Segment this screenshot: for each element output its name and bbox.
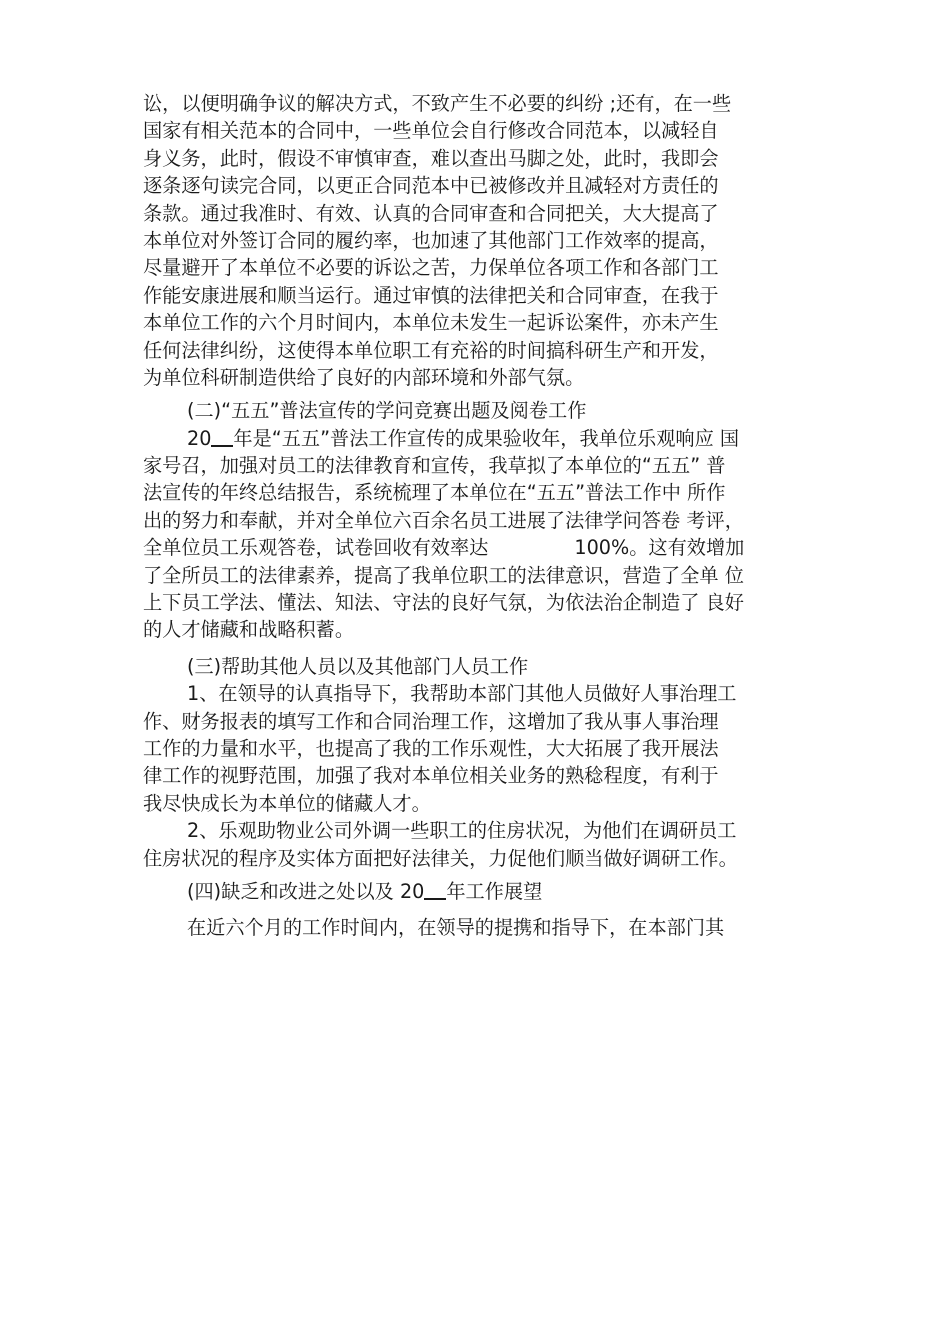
text-segment: 年是“五五”普法工作宣传的成果验收年，我单位乐观响应 国 [233,426,740,450]
text-line [143,534,823,561]
document-body [143,90,823,942]
text-line: 尽量避开了本单位不必要的诉讼之苦，力保单位各项工作和各部门工 [143,256,719,280]
text-line: 讼，以便明确争议的解决方式，不致产生不必要的纠纷 ;还有，在一些 [143,92,732,115]
text-line: 我尽快成长为本单位的储藏人才。 [143,791,431,815]
text-line: 本单位工作的六个月时间内，本单位未发生一起诉讼案件，亦未产生 [143,311,719,335]
text-line: 为单位科研制造供给了良好的内部环境和外部气氛。 [143,365,585,389]
text-line: 作、财务报表的填写工作和合同治理工作，这增加了我从事人事治理 [143,709,719,733]
text-line: 在近六个月的工作时间内，在领导的提携和指导下，在本部门其 [187,916,725,940]
text-line: 上下员工学法、懂法、知法、守法的良好气氛，为依法治企制造了 良好 [143,591,744,615]
year-blank [424,880,446,900]
heading-text [143,878,823,905]
text-line: 律工作的视野范围，加强了我对本单位相关业务的熟稔程度，有利于 [143,764,719,788]
text-line: 任何法律纠纷，这使得本单位职工有充裕的时间搞科研生产和开发， [143,338,719,362]
section-heading-4 [143,878,823,905]
text-line: 的人才储藏和战略积蓄。 [143,618,355,642]
text-line: 本单位对外签订合同的履约率，也加速了其他部门工作效率的提高， [143,228,719,252]
text-line: 了全所员工的法律素养，提高了我单位职工的法律意识，营造了全单 位 [143,563,744,587]
paragraph-contract-review [143,90,823,391]
text-line: 身义务，此时，假设不审慎审查，难以查出马脚之处，此时，我即会 [143,146,719,170]
text-line: 家号召，加强对员工的法律教育和宣传，我草拟了本单位的“五五” 普 [143,454,726,478]
text-line: 作能安康进展和顺当运行。通过审慎的法律把关和合同审查，在我于 [143,283,719,307]
list-item-2 [143,817,823,872]
text-line: 法宣传的年终总结报告，系统梳理了本单位在“五五”普法工作中 所作 [143,481,726,505]
paragraph-outlook [143,914,823,941]
year-prefix: 20 [187,426,212,450]
section-heading-3 [143,653,823,680]
text-segment: (四)缺乏和改进之处以及 20 [187,879,425,903]
text-line: 2、乐观助物业公司外调一些职工的住房状况，为他们在调研员工 [187,819,737,843]
text-line: 国家有相关范本的合同中，一些单位会自行修改合同范本，以减轻自 [143,119,719,143]
text-segment: 全单位员工乐观答卷，试卷回收有效率达 [143,536,489,560]
heading-text: (三)帮助其他人员以及其他部门人员工作 [187,654,529,678]
text-line: 工作的力量和水平，也提高了我的工作乐观性，大大拓展了我开展法 [143,736,719,760]
heading-text: (二)“五五”普法宣传的学问竞赛出题及阅卷工作 [187,399,587,423]
text-line: 住房状况的程序及实体方面把好法律关，力促他们顺当做好调研工作。 [143,846,738,870]
year-blank [211,427,233,447]
text-line: 条款。通过我准时、有效、认真的合同审查和合同把关，大大提高了 [143,201,719,225]
text-line: 逐条逐句读完合同，以更正合同范本中已被修改并且减轻对方责任的 [143,174,719,198]
text-line [143,425,823,452]
list-item-1 [143,680,823,817]
section-heading-2 [143,397,823,424]
text-line: 1、在领导的认真指导下，我帮助本部门其他人员做好人事治理工 [187,682,737,706]
text-line: 出的努力和奉献，并对全单位六百余名员工进展了法律学问答卷 考评， [143,508,744,532]
paragraph-law-promotion [143,425,823,644]
text-segment: 100%。这有效增加 [574,536,745,560]
text-segment: 年工作展望 [446,879,543,903]
